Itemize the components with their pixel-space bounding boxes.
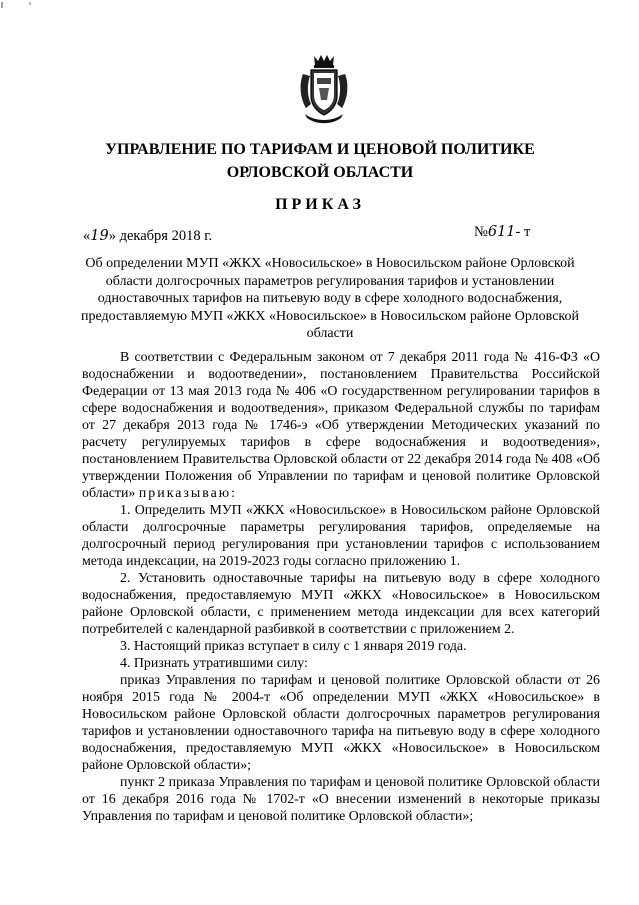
number-suffix: - т [515,224,531,240]
order-number [474,224,530,241]
order-item-4a: приказ Управления по тарифам и ценовой политике Орловской области от 26 ноября 2015 года № 2004-т «Об определении МУП «ЖКХ «Новосильское» в Новосильском районе Орловской области долгосрочных параметров регулирования тарифов и установлении одноставочного тарифа на питьевую воду в сфере холодного водоснабжения, предоставляемую МУП «ЖКХ «Новосильское» в Новосильском районе Орловской области»; [82,673,600,773]
organization-name-line2: ОРЛОВСКОЙ ОБЛАСТИ [226,164,414,181]
order-date [83,228,212,245]
order-word: приказываю: [138,486,237,501]
number-value-handwritten: 611 [487,224,516,240]
organization-name [80,138,560,184]
number-prefix: № [474,224,488,240]
order-item-1: 1. Определить МУП «ЖКХ «Новосильское» в Новосильском районе Орловской области долгосрочные параметры регулирования тарифов, определяемые на долгосрочный период регулирования при установлении тарифов с использованием метода индексации, на 2019-2023 годы согласно приложению 1. [82,503,600,569]
document-type-heading: ПРИКАЗ [275,196,365,213]
preamble-paragraph [82,349,600,502]
order-item-2: 2. Установить одноставочные тарифы на питьевую воду в сфере холодного водоснабжения, предоставляемую МУП «ЖКХ «Новосильское» в Новосильском районе Орловской области, с применением метода индексации для всех категорий потребителей с календарной разбивкой в соответствии с приложением 2. [82,571,600,637]
order-item-3: 3. Настоящий приказ вступает в силу с 1 января 2019 года. [120,639,467,654]
order-subject: Об определении МУП «ЖКХ «Новосильское» в Новосильском районе Орловской области долгосрочных параметров регулирования тарифов и установлении одноставочных тарифов на питьевую воду в сфере холодного водоснабжения, предоставляемую МУП «ЖКХ «Новосильское» в Новосильском районе Орловской области [80,256,579,341]
date-month-year: » декабря 2018 г. [108,228,213,244]
date-day-handwritten: 19 [90,228,109,244]
order-body [82,349,600,825]
order-item-4b: пункт 2 приказа Управления по тарифам и ценовой политике Орловской области от 16 декабря 2016 года № 1702-т «О внесении изменений в некоторые приказы Управления по тарифам и ценовой политике Орловской области»; [82,775,600,824]
scan-corner-mark [0,0,40,10]
coat-of-arms-icon [297,52,351,126]
date-open-quote: « [83,228,91,244]
preamble-text: В соответствии с Федеральным законом от 7 декабря 2011 года № 416-ФЗ «О водоснабжении и водоотведении», постановлением Правительства Российской Федерации от 13 мая 2013 года № 406 «О государственном регулировании тарифов в сфере водоснабжения и водоотведения», приказом Федеральной службы по тарифам от 27 декабря 2013 года № 1746-э «Об утверждении Методических указаний по расчету регулируемых тарифов в сфере водоснабжения и водоотведения», постановлением Правительства Орловской области от 22 декабря 2014 года № 408 «Об утверждении Положения об Управлении по тарифам и ценовой политике Орловской области» [82,350,600,501]
organization-name-line1: УПРАВЛЕНИЕ ПО ТАРИФАМ И ЦЕНОВОЙ ПОЛИТИКЕ [105,141,535,158]
order-item-4: 4. Признать утратившими силу: [120,656,308,671]
